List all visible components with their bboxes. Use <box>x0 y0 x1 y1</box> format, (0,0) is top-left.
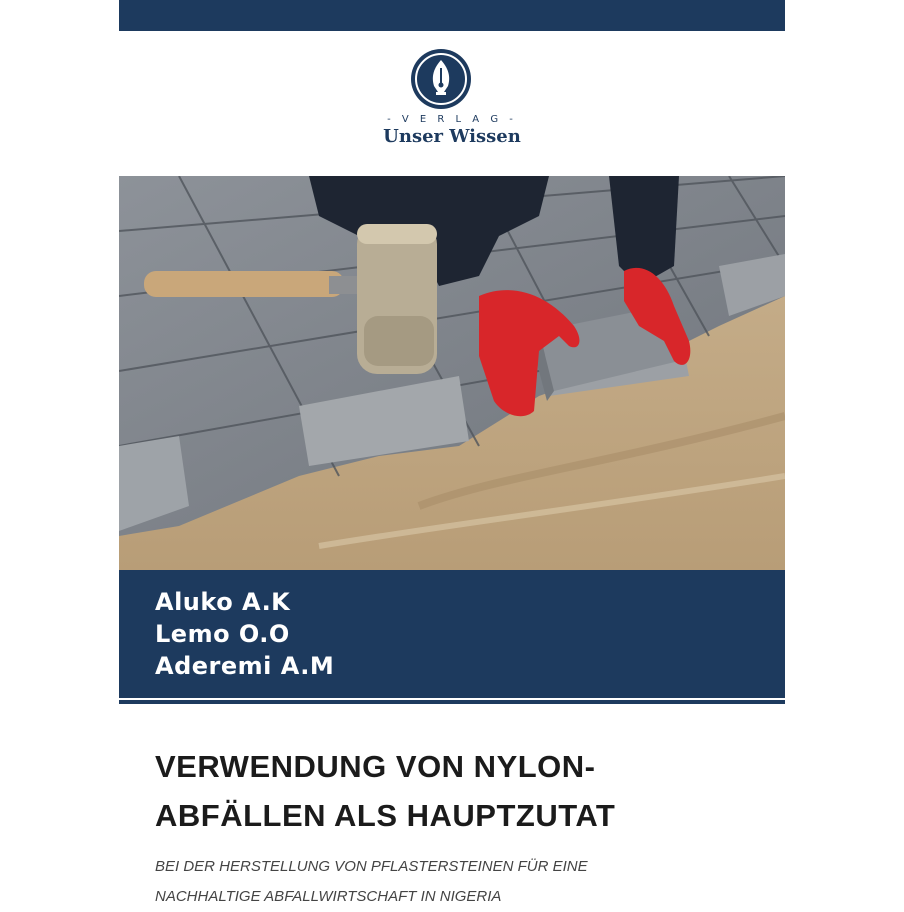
author-name-2: Lemo O.O <box>155 620 290 648</box>
authors-panel <box>119 570 785 698</box>
book-title-line-2: ABFÄLLEN ALS HAUPTZUTAT <box>155 798 616 833</box>
author-name-1: Aluko A.K <box>155 588 291 616</box>
top-color-band <box>119 0 785 31</box>
author-name-3: Aderemi A.M <box>155 652 335 680</box>
book-subtitle-line-1: BEI DER HERSTELLUNG VON PFLASTERSTEINEN FÜR EINE <box>155 858 588 875</box>
book-subtitle-line-2: NACHHALTIGE ABFALLWIRTSCHAFT IN NIGERIA <box>155 888 502 905</box>
book-title <box>155 742 775 840</box>
publisher-name: Unser Wissen <box>383 126 521 147</box>
book-title-line-1: VERWENDUNG VON NYLON- <box>155 749 596 784</box>
book-cover <box>119 0 785 904</box>
publisher-logo <box>119 48 785 158</box>
divider-rule <box>119 700 785 704</box>
book-subtitle <box>155 852 775 912</box>
fountain-pen-nib-icon <box>410 48 472 110</box>
publisher-verlag-label: - V E R L A G - <box>387 114 517 125</box>
cover-photo-paving-stones <box>119 176 785 570</box>
